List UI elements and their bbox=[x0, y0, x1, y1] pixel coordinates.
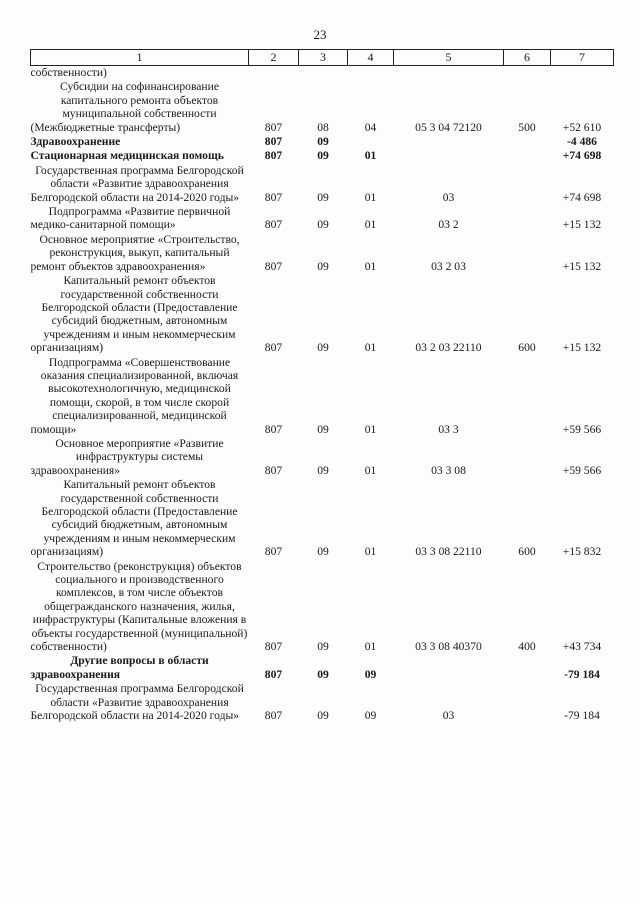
target-article-code bbox=[394, 148, 504, 162]
subsection-code: 01 bbox=[364, 259, 377, 273]
amount-change: +15 832 bbox=[562, 545, 602, 559]
table-row bbox=[31, 273, 614, 354]
expense-type-code bbox=[504, 355, 551, 436]
target-article-code bbox=[394, 66, 504, 80]
table-row bbox=[31, 163, 614, 204]
section-code: 08 bbox=[317, 120, 329, 134]
amount-change: +59 566 bbox=[562, 463, 602, 477]
amount-change: -4 486 bbox=[567, 135, 597, 149]
table-row bbox=[31, 204, 614, 232]
subsection-code: 01 bbox=[364, 218, 377, 232]
row-description: Здравоохранение bbox=[30, 135, 121, 149]
section-code: 09 bbox=[317, 640, 329, 654]
section-code: 09 bbox=[317, 422, 329, 436]
row-description: Государственная программа Белгородской области «Развитие здравоохранения Белгородской области на 2014-2020 годы» bbox=[30, 682, 244, 723]
amount-change: +15 132 bbox=[562, 259, 602, 273]
target-article-code bbox=[394, 134, 504, 148]
table-row bbox=[31, 79, 614, 134]
subsection-code: 09 bbox=[364, 667, 377, 681]
expense-type-code bbox=[504, 134, 551, 148]
section-code: 09 bbox=[317, 218, 329, 232]
row-description: Субсидии на софинансирование капитального ремонта объектов муниципальной собственности (Межбюджетные трансферты) bbox=[30, 80, 219, 134]
section-code: 09 bbox=[317, 341, 329, 355]
expense-type-code bbox=[504, 436, 551, 477]
amount-change: -79 184 bbox=[564, 709, 600, 723]
table-row bbox=[31, 477, 614, 558]
amount-change: -79 184 bbox=[564, 667, 600, 681]
table-body bbox=[31, 66, 614, 723]
row-description: Основное мероприятие «Строительство, реконструкция, выкуп, капитальный ремонт объектов здравоохранения» bbox=[30, 232, 240, 273]
target-article-code: 03 2 03 22110 bbox=[415, 341, 482, 355]
amount-change: +43 734 bbox=[562, 640, 602, 654]
table-row bbox=[31, 66, 614, 80]
table-row bbox=[31, 148, 614, 162]
row-description: Капитальный ремонт объектов государственной собственности Белгородской области (Предоставление субсидий бюджетным, автономным учреждениям и иным некоммерческим организациям) bbox=[30, 274, 238, 355]
subsection-code: 01 bbox=[364, 545, 377, 559]
page-number: 23 bbox=[313, 27, 327, 42]
subsection-code: 01 bbox=[364, 640, 377, 654]
admin-code: 807 bbox=[264, 149, 283, 163]
row-description: Подпрограмма «Развитие первичной медико-санитарной помощи» bbox=[30, 205, 231, 232]
column-header: 6 bbox=[504, 50, 551, 66]
amount-change: +15 132 bbox=[562, 341, 602, 355]
row-description: Другие вопросы в области здравоохранения bbox=[30, 654, 209, 681]
expense-type-code bbox=[504, 66, 551, 80]
subsection-code bbox=[348, 134, 394, 148]
expense-type-code bbox=[504, 653, 551, 681]
target-article-code: 03 2 bbox=[438, 218, 459, 232]
row-description: Подпрограмма «Совершенствование оказания специализированной, включая высокотехнологичную, медицинской помощи, скорой, в том числе скорой специализированной, медицинской помощи» bbox=[30, 355, 239, 436]
amount-change: +52 610 bbox=[562, 120, 602, 134]
expense-type-code: 600 bbox=[518, 341, 536, 355]
admin-code: 807 bbox=[264, 218, 283, 232]
column-header: 1 bbox=[31, 50, 249, 66]
section-code: 09 bbox=[317, 135, 329, 149]
admin-code: 807 bbox=[264, 259, 283, 273]
column-header: 7 bbox=[551, 50, 614, 66]
section-code: 09 bbox=[317, 545, 329, 559]
expense-type-code bbox=[504, 204, 551, 232]
table-row bbox=[31, 436, 614, 477]
row-description: Строительство (реконструкция) объектов социального и производственного комплексов, в том числе объектов общегражданского назначения, жилья, инфраструктуры (Капитальные вложения в объекты государственной (муниципальной) собственности) bbox=[30, 559, 248, 654]
subsection-code bbox=[348, 66, 394, 80]
budget-table bbox=[30, 49, 614, 723]
section-code: 09 bbox=[317, 149, 329, 163]
row-description: Основное мероприятие «Развитие инфраструктуры системы здравоохранения» bbox=[30, 436, 224, 477]
table-row bbox=[31, 134, 614, 148]
expense-type-code: 500 bbox=[518, 120, 536, 134]
subsection-code: 01 bbox=[364, 190, 377, 204]
amount-change bbox=[551, 66, 614, 80]
admin-code: 807 bbox=[264, 135, 283, 149]
target-article-code: 03 3 bbox=[438, 422, 459, 436]
target-article-code: 03 3 08 40370 bbox=[415, 640, 482, 654]
row-description: собственности) bbox=[30, 66, 107, 79]
column-header: 5 bbox=[394, 50, 504, 66]
expense-type-code bbox=[504, 681, 551, 722]
admin-code: 807 bbox=[264, 545, 283, 559]
row-description: Капитальный ремонт объектов государственной собственности Белгородской области (Предоставление субсидий бюджетным, автономным учреждениям и иным некоммерческим организациям) bbox=[30, 478, 238, 559]
section-code: 09 bbox=[317, 259, 329, 273]
table-header-row bbox=[31, 50, 614, 66]
target-article-code bbox=[394, 653, 504, 681]
column-header: 2 bbox=[249, 50, 299, 66]
target-article-code: 03 bbox=[442, 190, 455, 204]
admin-code: 807 bbox=[264, 463, 283, 477]
admin-code: 807 bbox=[264, 422, 283, 436]
admin-code: 807 bbox=[264, 640, 283, 654]
table-row bbox=[31, 355, 614, 436]
admin-code: 807 bbox=[264, 120, 283, 134]
expense-type-code bbox=[504, 232, 551, 273]
expense-type-code: 400 bbox=[518, 640, 536, 654]
expense-type-code bbox=[504, 163, 551, 204]
target-article-code: 03 3 08 bbox=[431, 463, 466, 477]
table-row bbox=[31, 559, 614, 654]
section-code: 09 bbox=[317, 463, 329, 477]
subsection-code: 01 bbox=[364, 463, 377, 477]
section-code bbox=[299, 66, 348, 80]
table-row bbox=[31, 681, 614, 722]
target-article-code: 03 3 08 22110 bbox=[415, 545, 482, 559]
section-code: 09 bbox=[317, 709, 329, 723]
section-code: 09 bbox=[317, 190, 329, 204]
subsection-code: 01 bbox=[364, 149, 377, 163]
admin-code: 807 bbox=[264, 667, 283, 681]
row-description: Государственная программа Белгородской области «Развитие здравоохранения Белгородской области на 2014-2020 годы» bbox=[30, 163, 244, 204]
subsection-code: 01 bbox=[364, 341, 377, 355]
subsection-code: 04 bbox=[364, 120, 377, 134]
column-header: 4 bbox=[348, 50, 394, 66]
table-row bbox=[31, 653, 614, 681]
amount-change: +74 698 bbox=[562, 190, 602, 204]
target-article-code: 03 bbox=[442, 709, 455, 723]
amount-change: +59 566 bbox=[562, 422, 602, 436]
expense-type-code: 600 bbox=[518, 545, 536, 559]
column-header: 3 bbox=[299, 50, 348, 66]
amount-change: +74 698 bbox=[562, 149, 602, 163]
admin-code: 807 bbox=[264, 341, 283, 355]
subsection-code: 01 bbox=[364, 422, 377, 436]
expense-type-code bbox=[504, 148, 551, 162]
admin-code: 807 bbox=[264, 190, 283, 204]
target-article-code: 03 2 03 bbox=[431, 259, 466, 273]
table-row bbox=[31, 232, 614, 273]
target-article-code: 05 3 04 72120 bbox=[415, 120, 482, 134]
section-code: 09 bbox=[317, 667, 329, 681]
admin-code: 807 bbox=[264, 709, 283, 723]
amount-change: +15 132 bbox=[562, 218, 602, 232]
row-description: Стационарная медицинская помощь bbox=[30, 149, 224, 163]
subsection-code: 09 bbox=[364, 709, 377, 723]
admin-code bbox=[249, 66, 299, 80]
